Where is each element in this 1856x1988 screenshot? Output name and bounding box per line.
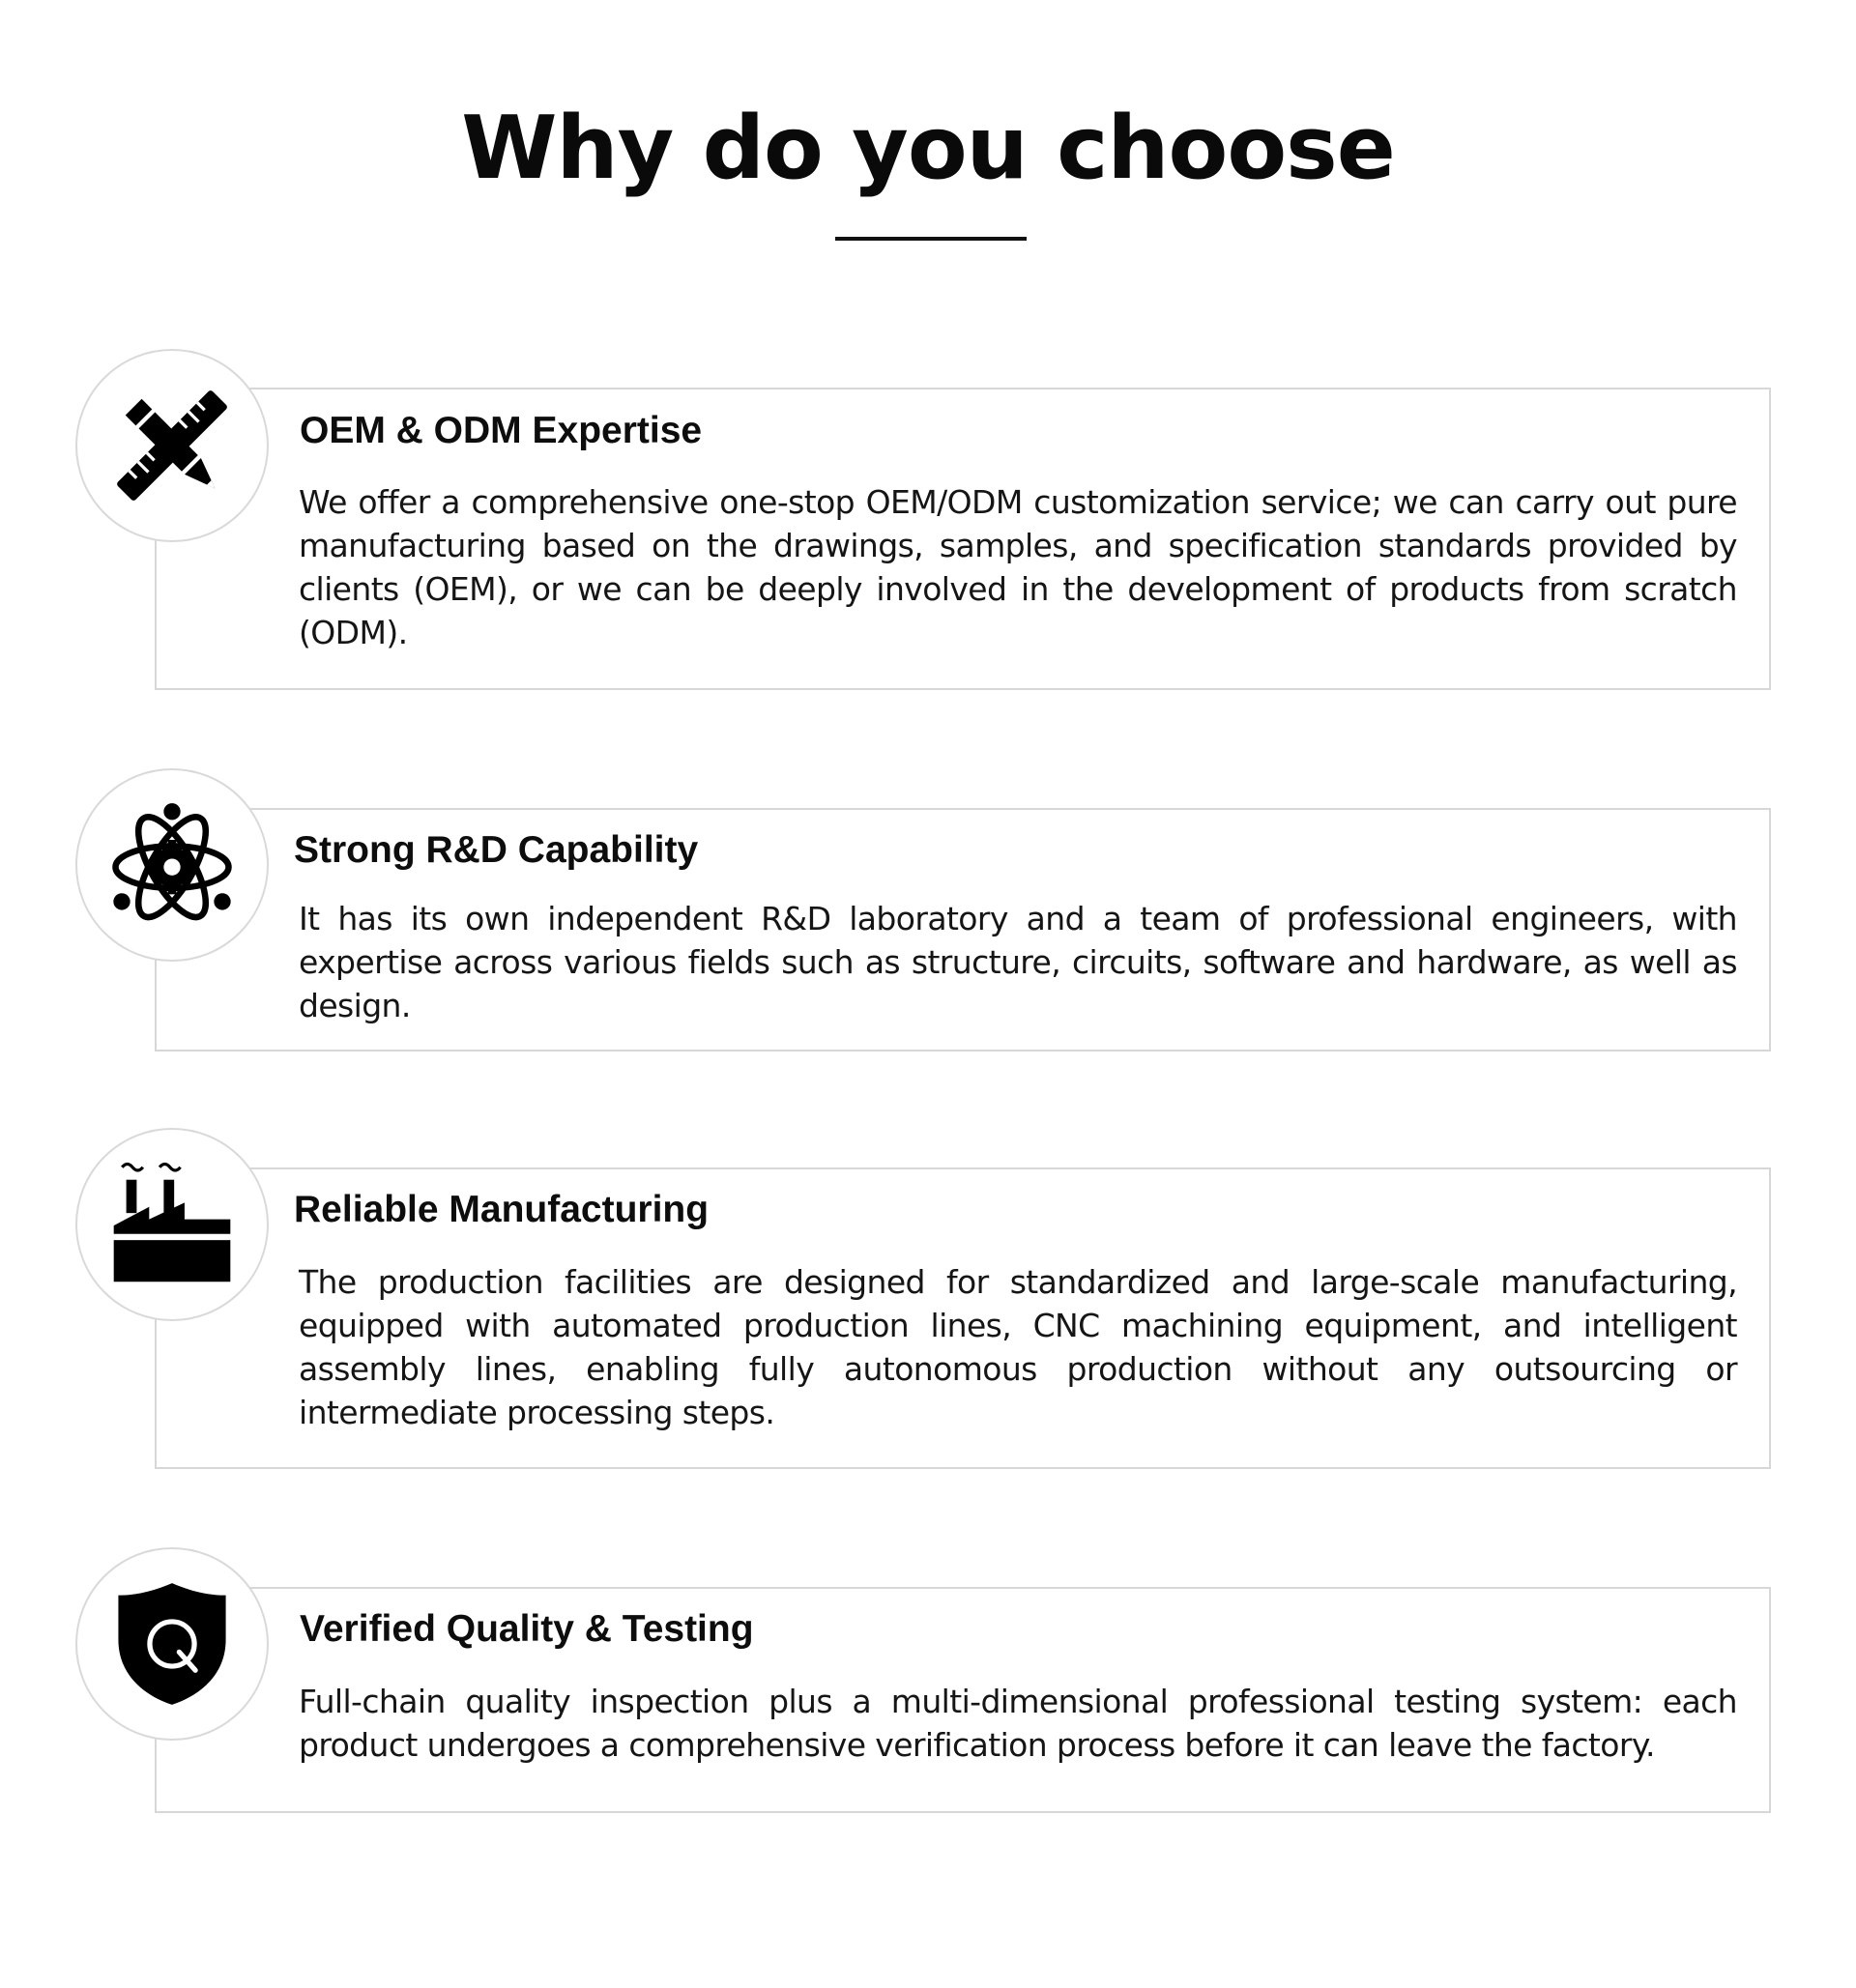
feature-title: Verified Quality & Testing	[300, 1608, 754, 1650]
title-divider	[835, 237, 1027, 241]
pencil-ruler-icon	[109, 383, 235, 508]
feature-description: It has its own independent R&D laboratory and a team of professional engineers, with expertise across various fields such as structure, circuits, software and hardware, as well as design.	[299, 900, 1737, 1024]
feature-title: Reliable Manufacturing	[294, 1189, 710, 1230]
feature-icon-badge	[75, 1128, 269, 1321]
feature-description: Full-chain quality inspection plus a multi-dimensional professional testing system: each product undergoes a comprehensive verification process before it can leave the factory.	[299, 1683, 1737, 1764]
feature-description: We offer a comprehensive one-stop OEM/ODM customization service; we can carry out pure manufacturing based on the drawings, samples, and specification standards provided by clients (OEM), or we can be deeply involved in the development of products from scratch (ODM).	[299, 483, 1737, 651]
feature-description: The production facilities are designed for standardized and large-scale manufacturing, equipped with automated production lines, CNC machining equipment, and intelligent assembly lines, enabling fully autonomous production without any outsourcing or intermediate processing steps.	[299, 1263, 1737, 1431]
atom-gear-icon	[109, 802, 235, 928]
feature-icon-badge	[75, 349, 269, 542]
feature-icon-badge	[75, 768, 269, 962]
page-title: Why do you choose	[461, 98, 1395, 199]
feature-icon-badge	[75, 1547, 269, 1741]
quality-shield-icon	[114, 1581, 230, 1707]
feature-title: Strong R&D Capability	[294, 829, 699, 871]
feature-title: OEM & ODM Expertise	[300, 410, 703, 451]
factory-icon	[109, 1157, 235, 1292]
